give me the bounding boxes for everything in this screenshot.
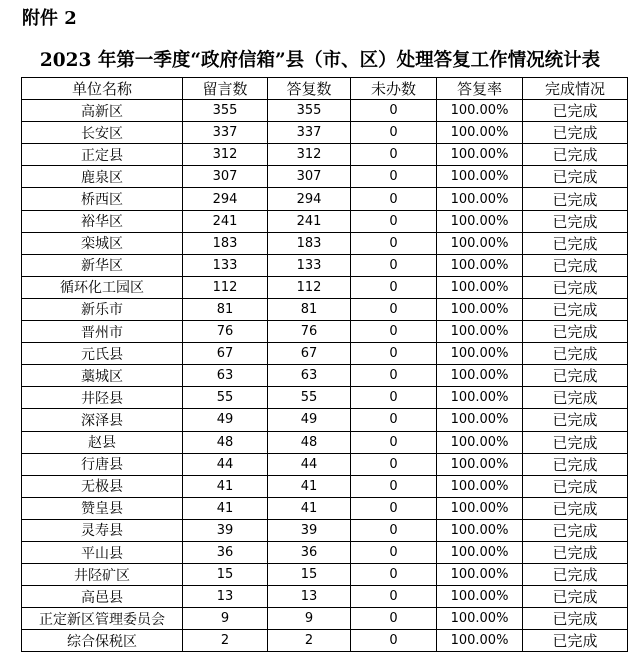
pending-count-cell: 0 <box>351 387 437 409</box>
message-count-cell: 9 <box>183 608 268 630</box>
unit-name-cell: 灵寿县 <box>22 519 183 541</box>
attachment-label: 附件 2 <box>22 8 77 29</box>
header-pending-count: 未办数 <box>351 78 437 100</box>
pending-count-cell: 0 <box>351 541 437 563</box>
pending-count-cell: 0 <box>351 453 437 475</box>
unit-name-cell: 裕华区 <box>22 210 183 232</box>
table-row <box>22 387 628 409</box>
reply-rate-cell: 100.00% <box>437 122 523 144</box>
unit-name-cell: 鹿泉区 <box>22 166 183 188</box>
reply-count-cell: 294 <box>268 188 351 210</box>
message-count-cell: 44 <box>183 453 268 475</box>
reply-rate-cell: 100.00% <box>437 519 523 541</box>
statistics-table <box>21 77 628 652</box>
reply-rate-cell: 100.00% <box>437 343 523 365</box>
reply-rate-cell: 100.00% <box>437 453 523 475</box>
unit-name-cell: 元氏县 <box>22 343 183 365</box>
reply-count-cell: 112 <box>268 276 351 298</box>
reply-count-cell: 81 <box>268 298 351 320</box>
header-message-count: 留言数 <box>183 78 268 100</box>
reply-rate-cell: 100.00% <box>437 475 523 497</box>
pending-count-cell: 0 <box>351 122 437 144</box>
pending-count-cell: 0 <box>351 630 437 652</box>
reply-rate-cell: 100.00% <box>437 210 523 232</box>
unit-name-cell: 栾城区 <box>22 232 183 254</box>
completion-status-cell: 已完成 <box>523 144 628 166</box>
reply-count-cell: 49 <box>268 409 351 431</box>
message-count-cell: 67 <box>183 343 268 365</box>
reply-count-cell: 337 <box>268 122 351 144</box>
table-row <box>22 519 628 541</box>
unit-name-cell: 行唐县 <box>22 453 183 475</box>
pending-count-cell: 0 <box>351 497 437 519</box>
message-count-cell: 39 <box>183 519 268 541</box>
reply-count-cell: 48 <box>268 431 351 453</box>
completion-status-cell: 已完成 <box>523 564 628 586</box>
unit-name-cell: 高邑县 <box>22 586 183 608</box>
completion-status-cell: 已完成 <box>523 431 628 453</box>
message-count-cell: 2 <box>183 630 268 652</box>
unit-name-cell: 晋州市 <box>22 321 183 343</box>
reply-count-cell: 41 <box>268 475 351 497</box>
header-completion-status: 完成情况 <box>523 78 628 100</box>
unit-name-cell: 赵县 <box>22 431 183 453</box>
unit-name-cell: 深泽县 <box>22 409 183 431</box>
pending-count-cell: 0 <box>351 188 437 210</box>
table-row <box>22 409 628 431</box>
table-row <box>22 321 628 343</box>
table-row <box>22 541 628 563</box>
message-count-cell: 81 <box>183 298 268 320</box>
unit-name-cell: 赞皇县 <box>22 497 183 519</box>
completion-status-cell: 已完成 <box>523 519 628 541</box>
reply-rate-cell: 100.00% <box>437 188 523 210</box>
message-count-cell: 41 <box>183 475 268 497</box>
unit-name-cell: 新乐市 <box>22 298 183 320</box>
reply-count-cell: 55 <box>268 387 351 409</box>
message-count-cell: 36 <box>183 541 268 563</box>
unit-name-cell: 高新区 <box>22 100 183 122</box>
reply-rate-cell: 100.00% <box>437 431 523 453</box>
completion-status-cell: 已完成 <box>523 475 628 497</box>
message-count-cell: 312 <box>183 144 268 166</box>
message-count-cell: 355 <box>183 100 268 122</box>
reply-count-cell: 67 <box>268 343 351 365</box>
completion-status-cell: 已完成 <box>523 365 628 387</box>
completion-status-cell: 已完成 <box>523 232 628 254</box>
message-count-cell: 49 <box>183 409 268 431</box>
message-count-cell: 112 <box>183 276 268 298</box>
unit-name-cell: 桥西区 <box>22 188 183 210</box>
message-count-cell: 76 <box>183 321 268 343</box>
reply-count-cell: 39 <box>268 519 351 541</box>
table-row <box>22 343 628 365</box>
reply-count-cell: 133 <box>268 254 351 276</box>
table-row <box>22 608 628 630</box>
reply-count-cell: 41 <box>268 497 351 519</box>
reply-rate-cell: 100.00% <box>437 608 523 630</box>
unit-name-cell: 新华区 <box>22 254 183 276</box>
table-row <box>22 232 628 254</box>
reply-rate-cell: 100.00% <box>437 564 523 586</box>
unit-name-cell: 综合保税区 <box>22 630 183 652</box>
reply-rate-cell: 100.00% <box>437 144 523 166</box>
reply-rate-cell: 100.00% <box>437 541 523 563</box>
reply-rate-cell: 100.00% <box>437 232 523 254</box>
header-reply-rate: 答复率 <box>437 78 523 100</box>
reply-count-cell: 36 <box>268 541 351 563</box>
reply-count-cell: 15 <box>268 564 351 586</box>
reply-count-cell: 183 <box>268 232 351 254</box>
pending-count-cell: 0 <box>351 298 437 320</box>
reply-rate-cell: 100.00% <box>437 387 523 409</box>
unit-name-cell: 正定县 <box>22 144 183 166</box>
completion-status-cell: 已完成 <box>523 254 628 276</box>
pending-count-cell: 0 <box>351 166 437 188</box>
table-body <box>22 100 628 652</box>
pending-count-cell: 0 <box>351 586 437 608</box>
pending-count-cell: 0 <box>351 144 437 166</box>
message-count-cell: 13 <box>183 586 268 608</box>
pending-count-cell: 0 <box>351 431 437 453</box>
message-count-cell: 55 <box>183 387 268 409</box>
unit-name-cell: 井陉县 <box>22 387 183 409</box>
table-row <box>22 276 628 298</box>
reply-rate-cell: 100.00% <box>437 365 523 387</box>
completion-status-cell: 已完成 <box>523 453 628 475</box>
reply-count-cell: 13 <box>268 586 351 608</box>
message-count-cell: 63 <box>183 365 268 387</box>
unit-name-cell: 正定新区管理委员会 <box>22 608 183 630</box>
unit-name-cell: 长安区 <box>22 122 183 144</box>
pending-count-cell: 0 <box>351 365 437 387</box>
reply-count-cell: 312 <box>268 144 351 166</box>
reply-count-cell: 2 <box>268 630 351 652</box>
table-row <box>22 210 628 232</box>
pending-count-cell: 0 <box>351 564 437 586</box>
completion-status-cell: 已完成 <box>523 298 628 320</box>
reply-count-cell: 307 <box>268 166 351 188</box>
message-count-cell: 41 <box>183 497 268 519</box>
reply-rate-cell: 100.00% <box>437 586 523 608</box>
unit-name-cell: 藁城区 <box>22 365 183 387</box>
table-row <box>22 586 628 608</box>
reply-rate-cell: 100.00% <box>437 100 523 122</box>
completion-status-cell: 已完成 <box>523 586 628 608</box>
message-count-cell: 294 <box>183 188 268 210</box>
reply-rate-cell: 100.00% <box>437 497 523 519</box>
completion-status-cell: 已完成 <box>523 541 628 563</box>
unit-name-cell: 平山县 <box>22 541 183 563</box>
document-title: 2023 年第一季度“政府信箱”县（市、区）处理答复工作情况统计表 <box>39 50 601 71</box>
reply-rate-cell: 100.00% <box>437 276 523 298</box>
pending-count-cell: 0 <box>351 608 437 630</box>
table-row <box>22 475 628 497</box>
completion-status-cell: 已完成 <box>523 100 628 122</box>
table-row <box>22 497 628 519</box>
message-count-cell: 337 <box>183 122 268 144</box>
completion-status-cell: 已完成 <box>523 343 628 365</box>
message-count-cell: 15 <box>183 564 268 586</box>
reply-rate-cell: 100.00% <box>437 166 523 188</box>
unit-name-cell: 井陉矿区 <box>22 564 183 586</box>
unit-name-cell: 无极县 <box>22 475 183 497</box>
pending-count-cell: 0 <box>351 100 437 122</box>
unit-name-cell: 循环化工园区 <box>22 276 183 298</box>
table-row <box>22 122 628 144</box>
pending-count-cell: 0 <box>351 210 437 232</box>
message-count-cell: 241 <box>183 210 268 232</box>
reply-count-cell: 241 <box>268 210 351 232</box>
completion-status-cell: 已完成 <box>523 188 628 210</box>
message-count-cell: 307 <box>183 166 268 188</box>
table-row <box>22 453 628 475</box>
completion-status-cell: 已完成 <box>523 497 628 519</box>
pending-count-cell: 0 <box>351 475 437 497</box>
completion-status-cell: 已完成 <box>523 387 628 409</box>
completion-status-cell: 已完成 <box>523 608 628 630</box>
table-row <box>22 144 628 166</box>
table-row <box>22 166 628 188</box>
table-row <box>22 298 628 320</box>
pending-count-cell: 0 <box>351 276 437 298</box>
table-row <box>22 100 628 122</box>
reply-rate-cell: 100.00% <box>437 298 523 320</box>
message-count-cell: 133 <box>183 254 268 276</box>
completion-status-cell: 已完成 <box>523 409 628 431</box>
reply-rate-cell: 100.00% <box>437 254 523 276</box>
reply-rate-cell: 100.00% <box>437 321 523 343</box>
reply-count-cell: 9 <box>268 608 351 630</box>
table-header-row <box>22 78 628 100</box>
message-count-cell: 183 <box>183 232 268 254</box>
message-count-cell: 48 <box>183 431 268 453</box>
reply-count-cell: 44 <box>268 453 351 475</box>
header-unit-name: 单位名称 <box>22 78 183 100</box>
completion-status-cell: 已完成 <box>523 276 628 298</box>
table-row <box>22 564 628 586</box>
reply-count-cell: 355 <box>268 100 351 122</box>
reply-rate-cell: 100.00% <box>437 630 523 652</box>
reply-count-cell: 76 <box>268 321 351 343</box>
completion-status-cell: 已完成 <box>523 122 628 144</box>
pending-count-cell: 0 <box>351 409 437 431</box>
table-row <box>22 365 628 387</box>
table-row <box>22 630 628 652</box>
reply-count-cell: 63 <box>268 365 351 387</box>
table-row <box>22 254 628 276</box>
header-reply-count: 答复数 <box>268 78 351 100</box>
table-row <box>22 188 628 210</box>
completion-status-cell: 已完成 <box>523 321 628 343</box>
pending-count-cell: 0 <box>351 519 437 541</box>
pending-count-cell: 0 <box>351 232 437 254</box>
completion-status-cell: 已完成 <box>523 210 628 232</box>
completion-status-cell: 已完成 <box>523 166 628 188</box>
pending-count-cell: 0 <box>351 254 437 276</box>
pending-count-cell: 0 <box>351 321 437 343</box>
table-row <box>22 431 628 453</box>
pending-count-cell: 0 <box>351 343 437 365</box>
completion-status-cell: 已完成 <box>523 630 628 652</box>
reply-rate-cell: 100.00% <box>437 409 523 431</box>
